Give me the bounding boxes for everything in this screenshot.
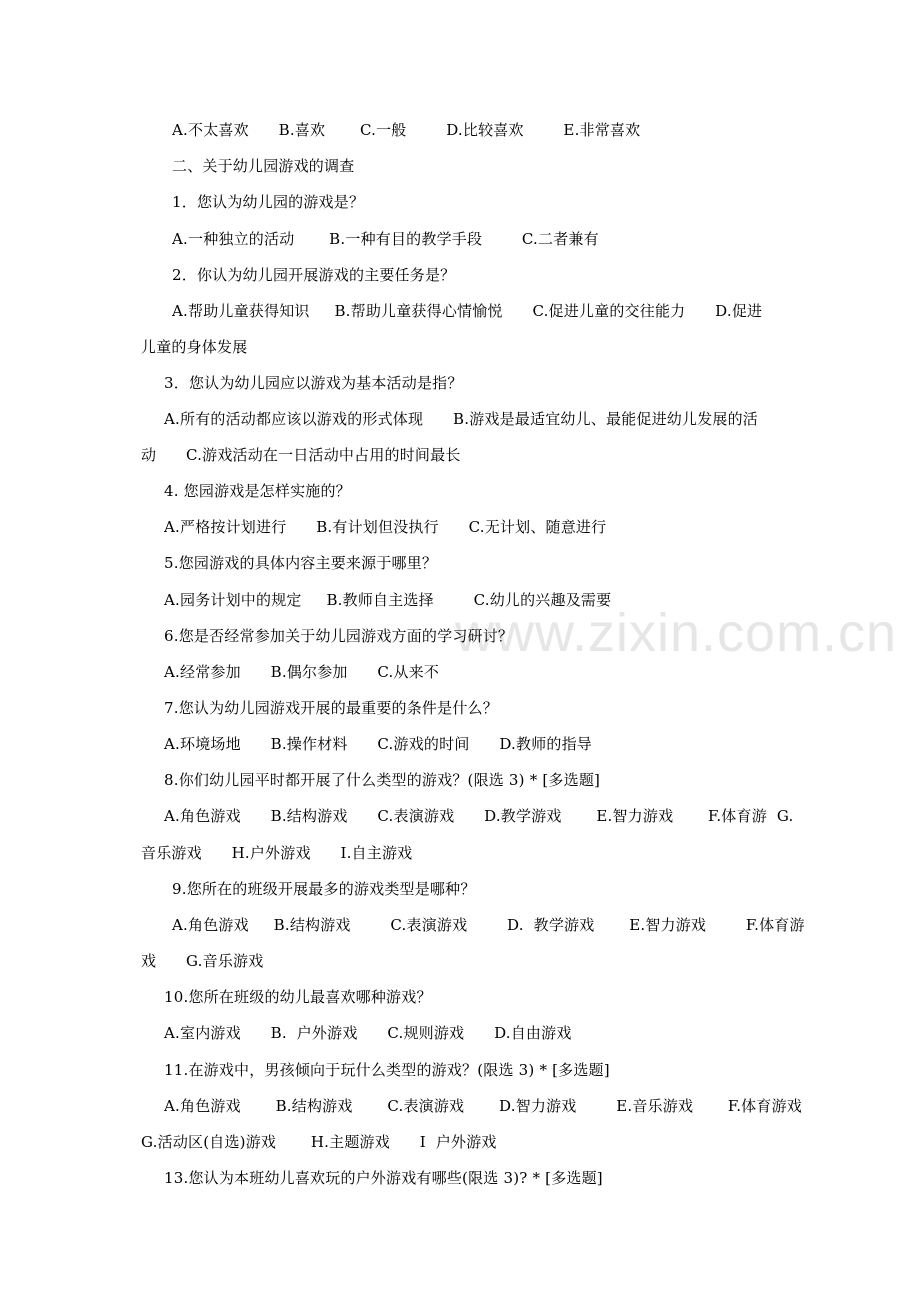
question-8-options-cont: 音乐游戏 H.户外游戏 I.自主游戏 bbox=[141, 844, 413, 862]
question-1: 1．您认为幼儿园的游戏是？ bbox=[172, 193, 365, 211]
section-heading: 二、关于幼儿园游戏的调查 bbox=[172, 157, 355, 175]
question-6-options: A.经常参加 B.偶尔参加 C.从来不 bbox=[164, 663, 440, 681]
question-10: 10.您所在班级的幼儿最喜欢哪种游戏？ bbox=[164, 988, 432, 1006]
question-4: 4. 您园游戏是怎样实施的？ bbox=[164, 482, 351, 500]
question-10-options: A.室内游戏 B. 户外游戏 C.规则游戏 D.自由游戏 bbox=[164, 1024, 572, 1042]
question-7-options: A.环境场地 B.操作材料 C.游戏的时间 D.教师的指导 bbox=[164, 735, 592, 753]
question-8-options: A.角色游戏 B.结构游戏 C.表演游戏 D.教学游戏 E.智力游戏 F.体育游 G. bbox=[164, 807, 794, 825]
watermark: www.zixin.com.cn bbox=[455, 603, 898, 663]
question-9-options-cont: 戏 G.音乐游戏 bbox=[141, 952, 264, 970]
question-6: 6.您是否经常参加关于幼儿园游戏方面的学习研讨？ bbox=[164, 627, 514, 645]
question-3-options: A.所有的活动都应该以游戏的形式体现 B.游戏是最适宜幼儿、最能促进幼儿发展的活 bbox=[164, 410, 759, 428]
question-3: 3．您认为幼儿园应以游戏为基本活动是指？ bbox=[164, 374, 463, 392]
question-3-options-cont: 动 C.游戏活动在一日活动中占用的时间最长 bbox=[141, 446, 461, 464]
question-1-options: A.一种独立的活动 B.一种有目的教学手段 C.二者兼有 bbox=[172, 230, 599, 248]
question-5-options: A.园务计划中的规定 B.教师自主选择 C.幼儿的兴趣及需要 bbox=[164, 591, 612, 609]
question-2-options-cont: 儿童的身体发展 bbox=[141, 338, 248, 356]
question-4-options: A.严格按计划进行 B.有计划但没执行 C.无计划、随意进行 bbox=[164, 518, 607, 536]
question-9: 9.您所在的班级开展最多的游戏类型是哪种？ bbox=[172, 880, 476, 898]
question-11-options: A.角色游戏 B.结构游戏 C.表演游戏 D.智力游戏 E.音乐游戏 F.体育游戏 bbox=[164, 1097, 802, 1115]
q-prev-options: A.不太喜欢 B.喜欢 C.一般 D.比较喜欢 E.非常喜欢 bbox=[172, 121, 641, 139]
question-11-options-cont: G.活动区(自选)游戏 H.主题游戏 I 户外游戏 bbox=[141, 1133, 497, 1151]
question-11: 11.在游戏中，男孩倾向于玩什么类型的游戏？(限选 3) * [多选题] bbox=[164, 1061, 610, 1079]
question-8: 8.你们幼儿园平时都开展了什么类型的游戏？(限选 3) * [多选题] bbox=[164, 771, 601, 789]
question-2-options: A.帮助儿童获得知识 B.帮助儿童获得心情愉悦 C.促进儿童的交往能力 D.促进 bbox=[172, 302, 763, 320]
question-9-options: A.角色游戏 B.结构游戏 C.表演游戏 D. 教学游戏 E.智力游戏 F.体育游 bbox=[172, 916, 805, 934]
question-13: 13.您认为本班幼儿喜欢玩的户外游戏有哪些(限选 3)? * [多选题] bbox=[164, 1169, 603, 1187]
question-7: 7.您认为幼儿园游戏开展的最重要的条件是什么？ bbox=[164, 699, 498, 717]
question-5: 5.您园游戏的具体内容主要来源于哪里？ bbox=[164, 554, 438, 572]
question-2: 2．你认为幼儿园开展游戏的主要任务是？ bbox=[172, 266, 456, 284]
